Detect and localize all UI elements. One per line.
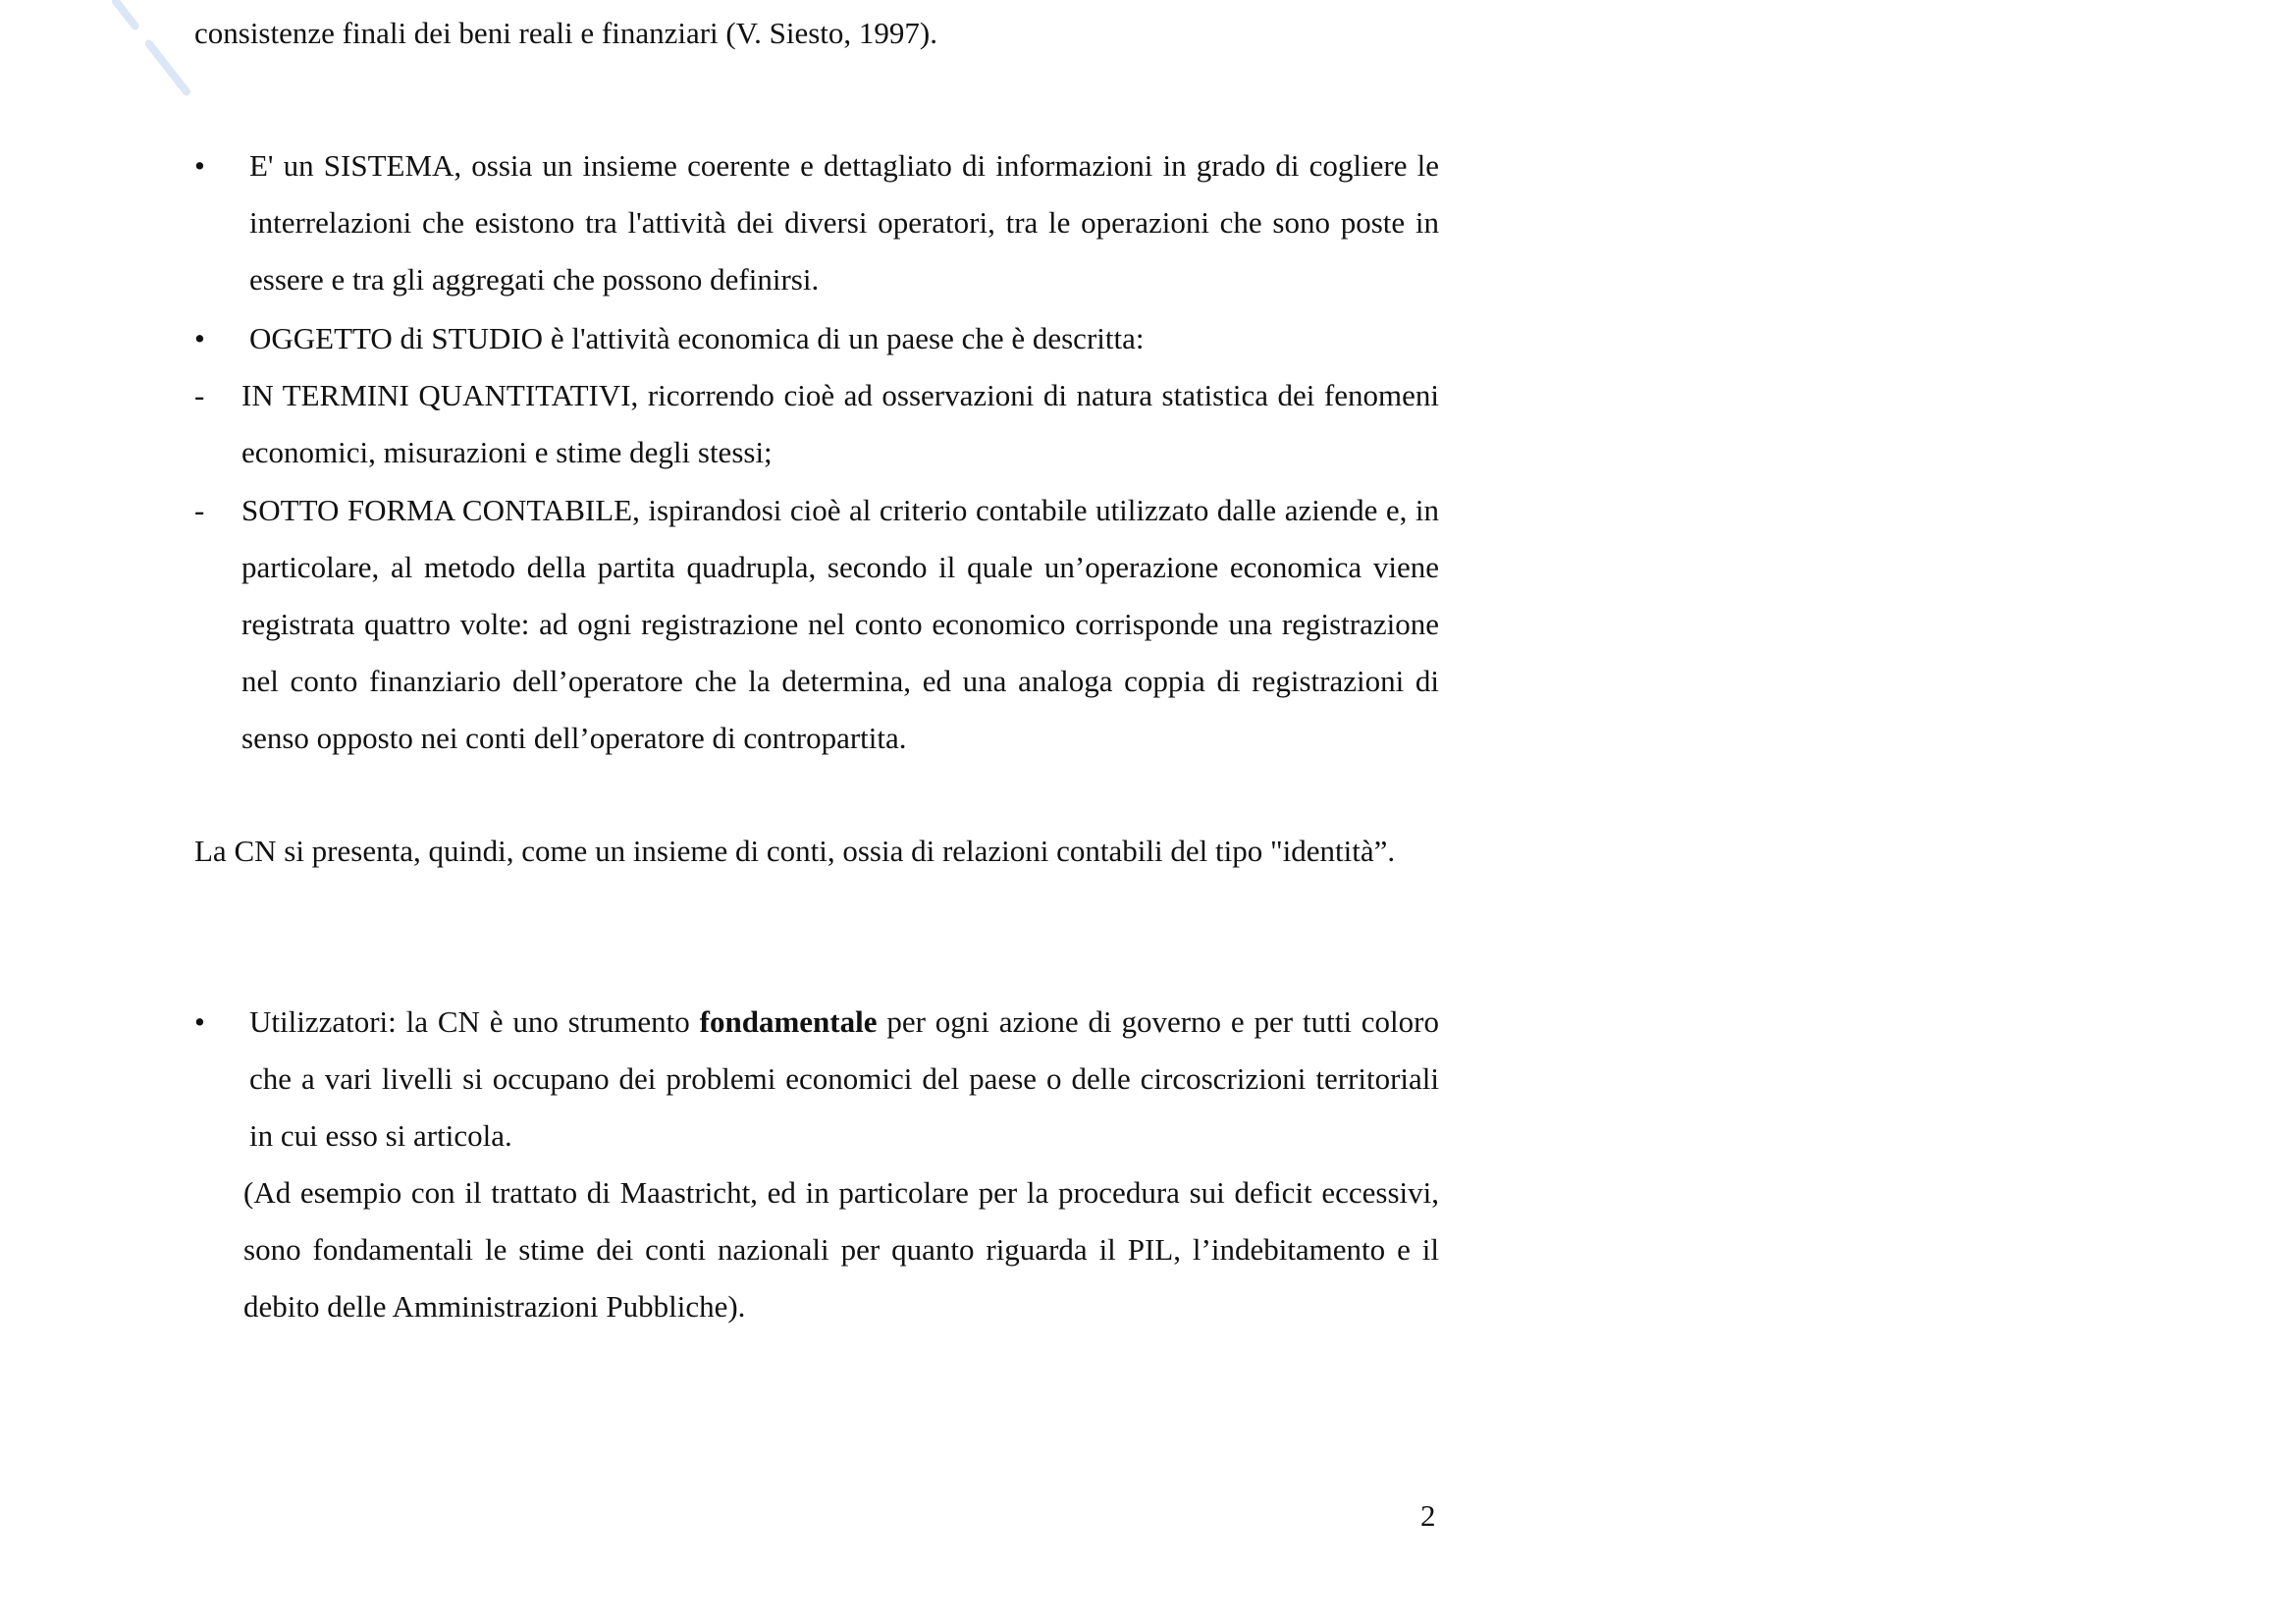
dash-marker: - (194, 378, 205, 412)
bullet-marker: • (194, 148, 205, 183)
list-item (194, 994, 1439, 1164)
dash-text-quantitativi: IN TERMINI QUANTITATIVI, ricorrendo cioè ad osservazioni di natura statistica dei fenomeni economici, misurazioni e stime degli stessi; (241, 378, 1439, 469)
users-text-end: per ogni azione di governo e per tutti coloro che a vari livelli si occupano dei problemi economici del paese o delle circoscrizioni territoriali in cui esso si articola. (249, 1004, 1439, 1153)
list-item (194, 137, 1439, 308)
users-bold-word: fondamentale (699, 1004, 878, 1039)
bullet-text-oggetto: OGGETTO di STUDIO è l'attività economica di un paese che è descritta: (249, 321, 1145, 355)
list-item (194, 482, 1439, 767)
dash-marker: - (194, 493, 205, 527)
bullet-marker: • (194, 1004, 205, 1039)
example-note (194, 1164, 1439, 1335)
cn-paragraph: La CN si presenta, quindi, come un insieme di conti, ossia di relazioni contabili del tipo "identità”. (194, 834, 1396, 868)
page-number: 2 (1420, 1498, 1436, 1533)
list-item (194, 367, 1439, 481)
example-note-text: (Ad esempio con il trattato di Maastricht, ed in particolare per la procedura sui deficit eccessivi, sono fondamentali le stime dei conti nazionali per quanto riguarda il PIL, l’indebitamento e il debito delle Amministrazioni Pubbliche). (243, 1175, 1439, 1324)
bullet-marker: • (194, 321, 205, 355)
bullet-text-sistema: E' un SISTEMA, ossia un insieme coerente e dettagliato di informazioni in grado di cogliere le interrelazioni che esistono tra l'attività dei diversi operatori, tra le operazioni che sono poste in essere e tra gli aggregati che possono definirsi. (249, 148, 1439, 297)
bullet-text-utilizzatori (249, 994, 1439, 1164)
intro-line: consistenze finali dei beni reali e finanziari (V. Siesto, 1997). (194, 16, 937, 50)
users-text-start: Utilizzatori: la CN è uno strumento (249, 1004, 700, 1039)
dash-text-contabile: SOTTO FORMA CONTABILE, ispirandosi cioè al criterio contabile utilizzato dalle aziende e, in particolare, al metodo della partita quadrupla, secondo il quale un’operazione economica viene registrata quattro volte: ad ogni registrazione nel conto economico corrisponde una registrazione nel conto finanziario dell’operatore che la determina, ed una analoga coppia di registrazioni di senso opposto nei conti dell’operatore di contropartita. (241, 493, 1439, 755)
list-item (194, 310, 1439, 367)
